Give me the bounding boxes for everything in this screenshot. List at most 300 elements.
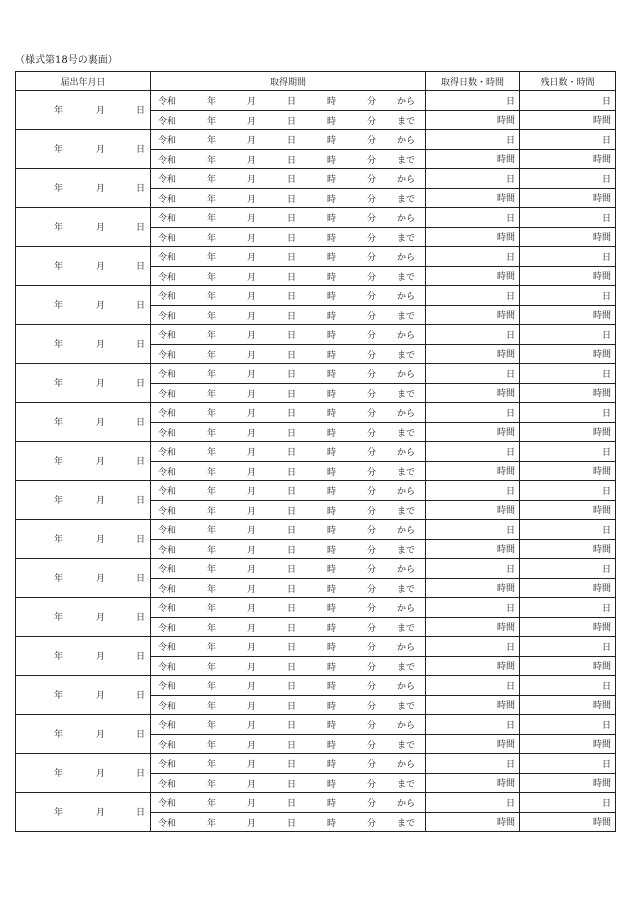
- era-label: 令和: [158, 643, 177, 654]
- period-from-cell[interactable]: [151, 442, 426, 462]
- minute-label: 分: [367, 584, 377, 595]
- period-to-cell[interactable]: [151, 422, 426, 442]
- remaining-days-cell[interactable]: [520, 169, 616, 189]
- month-label: 月: [247, 623, 257, 634]
- year-label: 年: [207, 448, 217, 459]
- remaining-days-cell[interactable]: [520, 676, 616, 696]
- minute-label: 分: [367, 662, 377, 673]
- remaining-hours-cell[interactable]: [520, 344, 616, 364]
- day-label: 日: [287, 97, 297, 108]
- month-label: 月: [247, 311, 257, 322]
- remaining-hour-unit: 時間: [592, 155, 611, 166]
- day-label: 日: [287, 779, 297, 790]
- remaining-days-cell[interactable]: [520, 559, 616, 579]
- date-month-label: 月: [96, 808, 106, 818]
- taken-day-unit: 日: [505, 213, 515, 224]
- hour-label: 時: [327, 818, 337, 829]
- to-label: まで: [397, 779, 416, 790]
- month-label: 月: [247, 487, 257, 498]
- taken-hours-cell[interactable]: [426, 695, 520, 715]
- remaining-day-unit: 日: [601, 369, 611, 380]
- hour-label: 時: [327, 526, 337, 537]
- remaining-days-cell[interactable]: [520, 364, 616, 384]
- remaining-hours-cell[interactable]: [520, 812, 616, 832]
- day-label: 日: [287, 350, 297, 361]
- period-from-cell[interactable]: [151, 754, 426, 774]
- remaining-day-unit: 日: [601, 720, 611, 731]
- day-label: 日: [287, 545, 297, 556]
- era-label: 令和: [158, 331, 177, 342]
- hour-label: 時: [327, 175, 337, 186]
- remaining-hours-cell[interactable]: [520, 773, 616, 793]
- date-month-label: 月: [96, 613, 106, 623]
- remaining-days-cell[interactable]: [520, 91, 616, 111]
- year-label: 年: [207, 136, 217, 147]
- remaining-hours-cell[interactable]: [520, 383, 616, 403]
- minute-label: 分: [367, 604, 377, 615]
- submission-date-cell[interactable]: [16, 676, 151, 715]
- submission-date-cell[interactable]: [16, 598, 151, 637]
- era-label: 令和: [158, 97, 177, 108]
- taken-hours-cell[interactable]: [426, 773, 520, 793]
- period-to-cell[interactable]: [151, 734, 426, 754]
- remaining-hours-cell[interactable]: [520, 188, 616, 208]
- submission-date-cell[interactable]: [16, 559, 151, 598]
- submission-date-cell[interactable]: [16, 442, 151, 481]
- period-from-cell[interactable]: [151, 598, 426, 618]
- month-label: 月: [247, 331, 257, 342]
- period-from-cell[interactable]: [151, 676, 426, 696]
- hour-label: 時: [327, 233, 337, 244]
- period-from-cell[interactable]: [151, 208, 426, 228]
- taken-days-cell[interactable]: [426, 793, 520, 813]
- remaining-hours-cell[interactable]: [520, 500, 616, 520]
- hour-label: 時: [327, 623, 337, 634]
- remaining-hours-cell[interactable]: [520, 461, 616, 481]
- minute-label: 分: [367, 467, 377, 478]
- date-year-label: 年: [54, 730, 64, 740]
- remaining-hour-unit: 時間: [592, 467, 611, 478]
- period-from-cell[interactable]: [151, 403, 426, 423]
- date-year-label: 年: [54, 106, 64, 116]
- year-label: 年: [207, 701, 217, 712]
- period-from-cell[interactable]: [151, 91, 426, 111]
- year-label: 年: [207, 253, 217, 264]
- taken-hours-cell[interactable]: [426, 383, 520, 403]
- header-row: [16, 72, 616, 91]
- taken-days-cell[interactable]: [426, 598, 520, 618]
- era-label: 令和: [158, 526, 177, 537]
- period-to-cell[interactable]: [151, 227, 426, 247]
- remaining-day-unit: 日: [601, 564, 611, 575]
- submission-date-cell[interactable]: [16, 130, 151, 169]
- taken-hours-cell[interactable]: [426, 578, 520, 598]
- from-label: から: [397, 331, 416, 342]
- remaining-hour-unit: 時間: [592, 350, 611, 361]
- period-to-cell[interactable]: [151, 656, 426, 676]
- year-label: 年: [207, 428, 217, 439]
- date-month-label: 月: [96, 223, 106, 233]
- minute-label: 分: [367, 682, 377, 693]
- month-label: 月: [247, 526, 257, 537]
- remaining-hours-cell[interactable]: [520, 422, 616, 442]
- period-from-cell[interactable]: [151, 637, 426, 657]
- hour-label: 時: [327, 779, 337, 790]
- remaining-days-cell[interactable]: [520, 637, 616, 657]
- month-label: 月: [247, 682, 257, 693]
- taken-hours-cell[interactable]: [426, 149, 520, 169]
- remaining-days-cell[interactable]: [520, 481, 616, 501]
- date-day-label: 日: [136, 301, 146, 311]
- remaining-hours-cell[interactable]: [520, 305, 616, 325]
- hour-label: 時: [327, 701, 337, 712]
- era-label: 令和: [158, 467, 177, 478]
- remaining-hours-cell[interactable]: [520, 227, 616, 247]
- year-label: 年: [207, 818, 217, 829]
- remaining-day-unit: 日: [601, 798, 611, 809]
- hour-label: 時: [327, 311, 337, 322]
- period-to-cell[interactable]: [151, 500, 426, 520]
- taken-days-cell[interactable]: [426, 676, 520, 696]
- taken-days-cell[interactable]: [426, 286, 520, 306]
- taken-day-unit: 日: [505, 564, 515, 575]
- era-label: 令和: [158, 292, 177, 303]
- submission-date-cell[interactable]: [16, 286, 151, 325]
- date-day-label: 日: [136, 652, 146, 662]
- from-label: から: [397, 526, 416, 537]
- remaining-day-unit: 日: [601, 330, 611, 341]
- header-period: 取得期間: [151, 72, 426, 91]
- date-day-label: 日: [136, 184, 146, 194]
- remaining-hours-cell[interactable]: [520, 110, 616, 130]
- month-label: 月: [247, 116, 257, 127]
- taken-hour-unit: 時間: [496, 545, 515, 556]
- taken-day-unit: 日: [505, 408, 515, 419]
- taken-days-cell[interactable]: [426, 520, 520, 540]
- taken-hours-cell[interactable]: [426, 539, 520, 559]
- remaining-hour-unit: 時間: [592, 194, 611, 205]
- taken-days-cell[interactable]: [426, 403, 520, 423]
- submission-date-cell[interactable]: [16, 754, 151, 793]
- taken-hours-cell[interactable]: [426, 110, 520, 130]
- date-day-label: 日: [136, 691, 146, 701]
- period-from-cell[interactable]: [151, 520, 426, 540]
- to-label: まで: [397, 545, 416, 556]
- from-label: から: [397, 175, 416, 186]
- period-to-cell[interactable]: [151, 539, 426, 559]
- period-to-cell[interactable]: [151, 188, 426, 208]
- era-label: 令和: [158, 311, 177, 322]
- remaining-days-cell[interactable]: [520, 715, 616, 735]
- submission-date-cell[interactable]: [16, 481, 151, 520]
- day-label: 日: [287, 370, 297, 381]
- month-label: 月: [247, 760, 257, 771]
- era-label: 令和: [158, 370, 177, 381]
- submission-date-cell[interactable]: [16, 637, 151, 676]
- year-label: 年: [207, 292, 217, 303]
- remaining-days-cell[interactable]: [520, 442, 616, 462]
- record-row-start: [16, 208, 616, 228]
- hour-label: 時: [327, 643, 337, 654]
- year-label: 年: [207, 233, 217, 244]
- month-label: 月: [247, 97, 257, 108]
- minute-label: 分: [367, 272, 377, 283]
- from-label: から: [397, 214, 416, 225]
- date-day-label: 日: [136, 262, 146, 272]
- date-year-label: 年: [54, 340, 64, 350]
- period-from-cell[interactable]: [151, 481, 426, 501]
- month-label: 月: [247, 701, 257, 712]
- remaining-hour-unit: 時間: [592, 545, 611, 556]
- from-label: から: [397, 97, 416, 108]
- taken-day-unit: 日: [505, 252, 515, 263]
- taken-hours-cell[interactable]: [426, 266, 520, 286]
- record-row-start: [16, 286, 616, 306]
- to-label: まで: [397, 116, 416, 127]
- period-to-cell[interactable]: [151, 695, 426, 715]
- era-label: 令和: [158, 116, 177, 127]
- day-label: 日: [287, 253, 297, 264]
- taken-days-cell[interactable]: [426, 559, 520, 579]
- day-label: 日: [287, 526, 297, 537]
- year-label: 年: [207, 350, 217, 361]
- era-label: 令和: [158, 214, 177, 225]
- remaining-hour-unit: 時間: [592, 623, 611, 634]
- taken-hour-unit: 時間: [496, 740, 515, 751]
- remaining-days-cell[interactable]: [520, 793, 616, 813]
- taken-days-cell[interactable]: [426, 442, 520, 462]
- hour-label: 時: [327, 448, 337, 459]
- period-to-cell[interactable]: [151, 344, 426, 364]
- remaining-hours-cell[interactable]: [520, 539, 616, 559]
- taken-day-unit: 日: [505, 720, 515, 731]
- taken-hours-cell[interactable]: [426, 461, 520, 481]
- submission-date-cell[interactable]: [16, 247, 151, 286]
- year-label: 年: [207, 721, 217, 732]
- record-row-start: [16, 481, 616, 501]
- hour-label: 時: [327, 428, 337, 439]
- date-year-label: 年: [54, 691, 64, 701]
- month-label: 月: [247, 233, 257, 244]
- hour-label: 時: [327, 389, 337, 400]
- remaining-days-cell[interactable]: [520, 286, 616, 306]
- taken-days-cell[interactable]: [426, 169, 520, 189]
- remaining-days-cell[interactable]: [520, 325, 616, 345]
- period-from-cell[interactable]: [151, 793, 426, 813]
- remaining-days-cell[interactable]: [520, 208, 616, 228]
- remaining-hours-cell[interactable]: [520, 149, 616, 169]
- to-label: まで: [397, 155, 416, 166]
- date-month-label: 月: [96, 730, 106, 740]
- record-row-start: [16, 754, 616, 774]
- minute-label: 分: [367, 643, 377, 654]
- hour-label: 時: [327, 331, 337, 342]
- month-label: 月: [247, 253, 257, 264]
- hour-label: 時: [327, 467, 337, 478]
- taken-hours-cell[interactable]: [426, 227, 520, 247]
- period-from-cell[interactable]: [151, 286, 426, 306]
- year-label: 年: [207, 409, 217, 420]
- header-taken: 取得日数・時間: [426, 72, 520, 91]
- taken-days-cell[interactable]: [426, 364, 520, 384]
- date-month-label: 月: [96, 691, 106, 701]
- minute-label: 分: [367, 526, 377, 537]
- hour-label: 時: [327, 721, 337, 732]
- date-year-label: 年: [54, 418, 64, 428]
- taken-day-unit: 日: [505, 447, 515, 458]
- remaining-hours-cell[interactable]: [520, 695, 616, 715]
- minute-label: 分: [367, 155, 377, 166]
- date-year-label: 年: [54, 262, 64, 272]
- to-label: まで: [397, 311, 416, 322]
- remaining-hours-cell[interactable]: [520, 656, 616, 676]
- taken-hour-unit: 時間: [496, 701, 515, 712]
- submission-date-cell[interactable]: [16, 325, 151, 364]
- taken-days-cell[interactable]: [426, 91, 520, 111]
- period-to-cell[interactable]: [151, 773, 426, 793]
- taken-day-unit: 日: [505, 369, 515, 380]
- taken-day-unit: 日: [505, 603, 515, 614]
- year-label: 年: [207, 565, 217, 576]
- period-from-cell[interactable]: [151, 715, 426, 735]
- minute-label: 分: [367, 214, 377, 225]
- submission-date-cell[interactable]: [16, 403, 151, 442]
- remaining-hours-cell[interactable]: [520, 734, 616, 754]
- date-year-label: 年: [54, 184, 64, 194]
- taken-days-cell[interactable]: [426, 208, 520, 228]
- record-row-start: [16, 91, 616, 111]
- year-label: 年: [207, 389, 217, 400]
- period-from-cell[interactable]: [151, 364, 426, 384]
- remaining-days-cell[interactable]: [520, 403, 616, 423]
- period-to-cell[interactable]: [151, 149, 426, 169]
- taken-days-cell[interactable]: [426, 754, 520, 774]
- period-to-cell[interactable]: [151, 305, 426, 325]
- date-day-label: 日: [136, 106, 146, 116]
- period-to-cell[interactable]: [151, 578, 426, 598]
- remaining-days-cell[interactable]: [520, 754, 616, 774]
- period-to-cell[interactable]: [151, 461, 426, 481]
- day-label: 日: [287, 584, 297, 595]
- taken-hours-cell[interactable]: [426, 656, 520, 676]
- submission-date-cell[interactable]: [16, 793, 151, 832]
- hour-label: 時: [327, 682, 337, 693]
- taken-hours-cell[interactable]: [426, 734, 520, 754]
- month-label: 月: [247, 604, 257, 615]
- period-from-cell[interactable]: [151, 169, 426, 189]
- taken-day-unit: 日: [505, 681, 515, 692]
- hour-label: 時: [327, 799, 337, 810]
- year-label: 年: [207, 760, 217, 771]
- to-label: まで: [397, 740, 416, 751]
- day-label: 日: [287, 467, 297, 478]
- record-row-start: [16, 793, 616, 813]
- period-from-cell[interactable]: [151, 130, 426, 150]
- period-to-cell[interactable]: [151, 266, 426, 286]
- date-year-label: 年: [54, 535, 64, 545]
- minute-label: 分: [367, 545, 377, 556]
- date-month-label: 月: [96, 496, 106, 506]
- taken-day-unit: 日: [505, 174, 515, 185]
- day-label: 日: [287, 214, 297, 225]
- remaining-day-unit: 日: [601, 252, 611, 263]
- period-from-cell[interactable]: [151, 559, 426, 579]
- date-year-label: 年: [54, 496, 64, 506]
- taken-hour-unit: 時間: [496, 350, 515, 361]
- period-from-cell[interactable]: [151, 325, 426, 345]
- era-label: 令和: [158, 623, 177, 634]
- hour-label: 時: [327, 662, 337, 673]
- taken-hours-cell[interactable]: [426, 812, 520, 832]
- period-from-cell[interactable]: [151, 247, 426, 267]
- record-row-start: [16, 637, 616, 657]
- taken-days-cell[interactable]: [426, 325, 520, 345]
- taken-hours-cell[interactable]: [426, 305, 520, 325]
- to-label: まで: [397, 662, 416, 673]
- taken-hours-cell[interactable]: [426, 617, 520, 637]
- era-label: 令和: [158, 740, 177, 751]
- taken-hours-cell[interactable]: [426, 344, 520, 364]
- minute-label: 分: [367, 292, 377, 303]
- submission-date-cell[interactable]: [16, 91, 151, 130]
- date-day-label: 日: [136, 769, 146, 779]
- taken-hours-cell[interactable]: [426, 500, 520, 520]
- period-to-cell[interactable]: [151, 812, 426, 832]
- record-row-start: [16, 598, 616, 618]
- remaining-hour-unit: 時間: [592, 428, 611, 439]
- period-to-cell[interactable]: [151, 383, 426, 403]
- hour-label: 時: [327, 506, 337, 517]
- taken-days-cell[interactable]: [426, 130, 520, 150]
- taken-hours-cell[interactable]: [426, 422, 520, 442]
- date-month-label: 月: [96, 106, 106, 116]
- submission-date-cell[interactable]: [16, 169, 151, 208]
- remaining-days-cell[interactable]: [520, 130, 616, 150]
- submission-date-cell[interactable]: [16, 364, 151, 403]
- taken-hours-cell[interactable]: [426, 188, 520, 208]
- remaining-day-unit: 日: [601, 96, 611, 107]
- remaining-days-cell[interactable]: [520, 598, 616, 618]
- era-label: 令和: [158, 584, 177, 595]
- period-to-cell[interactable]: [151, 617, 426, 637]
- remaining-hours-cell[interactable]: [520, 578, 616, 598]
- submission-date-cell[interactable]: [16, 208, 151, 247]
- day-label: 日: [287, 428, 297, 439]
- era-label: 令和: [158, 409, 177, 420]
- year-label: 年: [207, 116, 217, 127]
- taken-days-cell[interactable]: [426, 637, 520, 657]
- taken-days-cell[interactable]: [426, 247, 520, 267]
- date-month-label: 月: [96, 769, 106, 779]
- period-to-cell[interactable]: [151, 110, 426, 130]
- date-month-label: 月: [96, 145, 106, 155]
- taken-days-cell[interactable]: [426, 715, 520, 735]
- date-year-label: 年: [54, 379, 64, 389]
- record-row-start: [16, 520, 616, 540]
- taken-days-cell[interactable]: [426, 481, 520, 501]
- remaining-hour-unit: 時間: [592, 779, 611, 790]
- remaining-days-cell[interactable]: [520, 520, 616, 540]
- submission-date-cell[interactable]: [16, 715, 151, 754]
- remaining-hours-cell[interactable]: [520, 266, 616, 286]
- day-label: 日: [287, 701, 297, 712]
- remaining-hours-cell[interactable]: [520, 617, 616, 637]
- hour-label: 時: [327, 155, 337, 166]
- remaining-day-unit: 日: [601, 642, 611, 653]
- day-label: 日: [287, 175, 297, 186]
- remaining-days-cell[interactable]: [520, 247, 616, 267]
- submission-date-cell[interactable]: [16, 520, 151, 559]
